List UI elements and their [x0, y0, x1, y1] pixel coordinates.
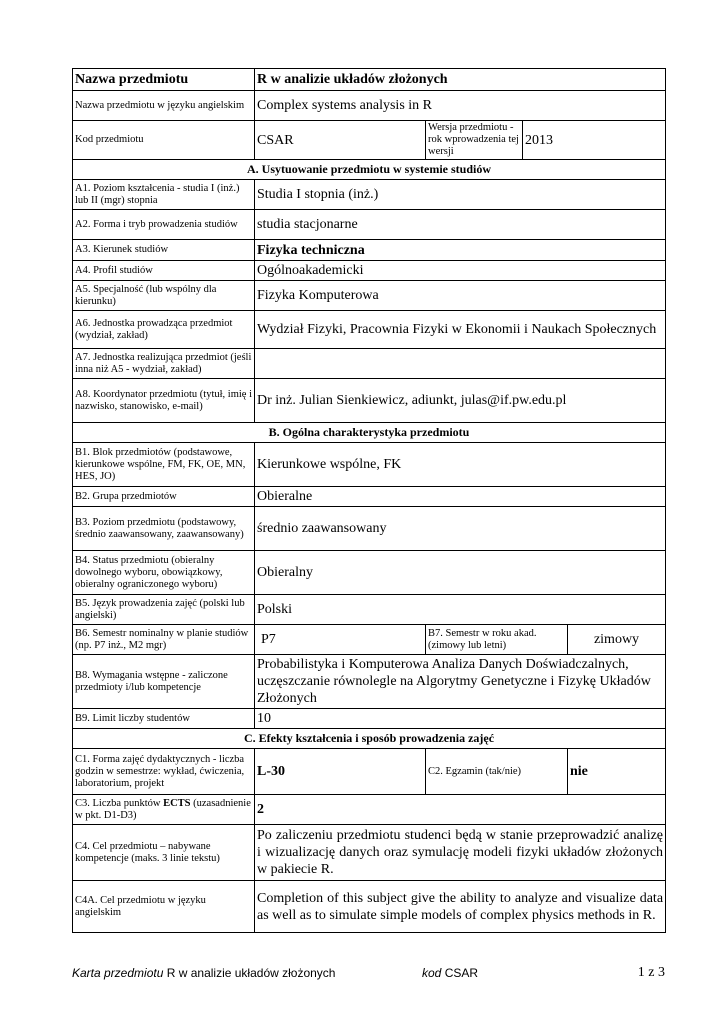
b4-value: Obieralny	[255, 551, 666, 595]
b8-value: Probabilistyka i Komputerowa Analiza Danych Doświadczalnych, uczęszczanie równolegle na Algorytmy Genetyczne i Fizykę Układów Złożonych	[255, 655, 666, 709]
b3-value: średnio zaawansowany	[255, 507, 666, 551]
a7-label: A7. Jednostka realizująca przedmiot (jeśli inna niż A5 - wydział, zakład)	[73, 349, 255, 379]
b3-label: B3. Poziom przedmiotu (podstawowy, średnio zaawansowany, zaawansowany)	[73, 507, 255, 551]
b2-label: B2. Grupa przedmiotów	[73, 487, 255, 507]
a6-value: Wydział Fizyki, Pracownia Fizyki w Ekonomii i Naukach Społecznych	[255, 311, 666, 349]
c1-label: C1. Forma zajęć dydaktycznych - liczba godzin w semestrze: wykład, ćwiczenia, laboratorium, projekt	[73, 749, 255, 795]
page-number: 1 z 3	[637, 965, 665, 980]
footer-code-value: CSAR	[444, 966, 479, 980]
b5-value: Polski	[255, 595, 666, 625]
a1-value: Studia I stopnia (inż.)	[255, 180, 666, 210]
section-b-title: B. Ogólna charakterystyka przedmiotu	[73, 423, 666, 443]
a8-value: Dr inż. Julian Sienkiewicz, adiunkt, julas@if.pw.edu.pl	[255, 379, 666, 423]
b4-label: B4. Status przedmiotu (obieralny dowolnego wyboru, obowiązkowy, obieralny ograniczonego wyboru)	[73, 551, 255, 595]
c2-value: nie	[568, 749, 666, 795]
c1-value: L-30	[255, 749, 426, 795]
c3-label	[73, 795, 255, 825]
course-name-label: Nazwa przedmiotu	[73, 69, 255, 91]
b2-value: Obieralne	[255, 487, 666, 507]
section-c-title: C. Efekty kształcenia i sposób prowadzenia zajęć	[73, 729, 666, 749]
version-label: Wersja przedmiotu - rok wprowadzenia tej wersji	[426, 121, 523, 160]
a5-label: A5. Specjalność (lub wspólny dla kierunku)	[73, 281, 255, 311]
c4-value: Po zaliczeniu przedmiotu studenci będą w stanie przeprowadzić analizę i wizualizację danych oraz symulację modeli fizyki układów złożonych w pakiecie R.	[255, 825, 666, 881]
a4-value: Ogólnoakademicki	[255, 261, 666, 281]
b9-value: 10	[255, 709, 666, 729]
footer-code	[422, 966, 478, 980]
c4a-value: Completion of this subject give the ability to analyze and visualize data as well as to simulate simple models of complex physics methods in R.	[255, 881, 666, 933]
course-name-en-value: Complex systems analysis in R	[255, 91, 666, 121]
a5-value: Fizyka Komputerowa	[255, 281, 666, 311]
footer-card-label: Karta przedmiotu	[72, 966, 164, 980]
c3-label-text: C3. Liczba punktów	[75, 797, 164, 809]
ects-label: ECTS	[163, 797, 191, 809]
course-name-en-label: Nazwa przedmiotu w języku angielskim	[73, 91, 255, 121]
b6-value: P7	[255, 625, 426, 655]
a8-label: A8. Koordynator przedmiotu (tytuł, imię i nazwisko, stanowisko, e-mail)	[73, 379, 255, 423]
a3-label: A3. Kierunek studiów	[73, 240, 255, 261]
b8-label: B8. Wymagania wstępne - zaliczone przedmioty i/lub kompetencje	[73, 655, 255, 709]
c2-label: C2. Egzamin (tak/nie)	[426, 749, 568, 795]
course-code-label: Kod przedmiotu	[73, 121, 255, 160]
a7-value	[255, 349, 666, 379]
b7-label: B7. Semestr w roku akad. (zimowy lub letni)	[426, 625, 568, 655]
section-a-title: A. Usytuowanie przedmiotu w systemie studiów	[73, 160, 666, 180]
b9-label: B9. Limit liczby studentów	[73, 709, 255, 729]
course-name-value: R w analizie układów złożonych	[255, 69, 666, 91]
footer-card-value: R w analizie układów złożonych	[166, 966, 336, 980]
a6-label: A6. Jednostka prowadząca przedmiot (wydział, zakład)	[73, 311, 255, 349]
course-code-value: CSAR	[255, 121, 426, 160]
a3-value: Fizyka techniczna	[255, 240, 666, 261]
a2-value: studia stacjonarne	[255, 210, 666, 240]
b7-value: zimowy	[568, 625, 666, 655]
c4a-label: C4A. Cel przedmiotu w języku angielskim	[73, 881, 255, 933]
a4-label: A4. Profil studiów	[73, 261, 255, 281]
c3-value: 2	[255, 795, 666, 825]
page-footer	[72, 966, 665, 986]
b1-label: B1. Blok przedmiotów (podstawowe, kierunkowe wspólne, FM, FK, OE, MN, HES, JO)	[73, 443, 255, 487]
a1-label: A1. Poziom kształcenia - studia I (inż.) lub II (mgr) stopnia	[73, 180, 255, 210]
b5-label: B5. Język prowadzenia zajęć (polski lub angielski)	[73, 595, 255, 625]
a2-label: A2. Forma i tryb prowadzenia studiów	[73, 210, 255, 240]
c4-label: C4. Cel przedmiotu – nabywane kompetencje (maks. 3 linie tekstu)	[73, 825, 255, 881]
b6-label: B6. Semestr nominalny w planie studiów (np. P7 inż., M2 mgr)	[73, 625, 255, 655]
c3-label-note: (uzasadnienie w pkt. D1-D3)	[75, 797, 251, 821]
course-card-table	[72, 68, 666, 933]
footer-code-label: kod	[422, 966, 442, 980]
version-value: 2013	[523, 121, 666, 160]
b1-value: Kierunkowe wspólne, FK	[255, 443, 666, 487]
